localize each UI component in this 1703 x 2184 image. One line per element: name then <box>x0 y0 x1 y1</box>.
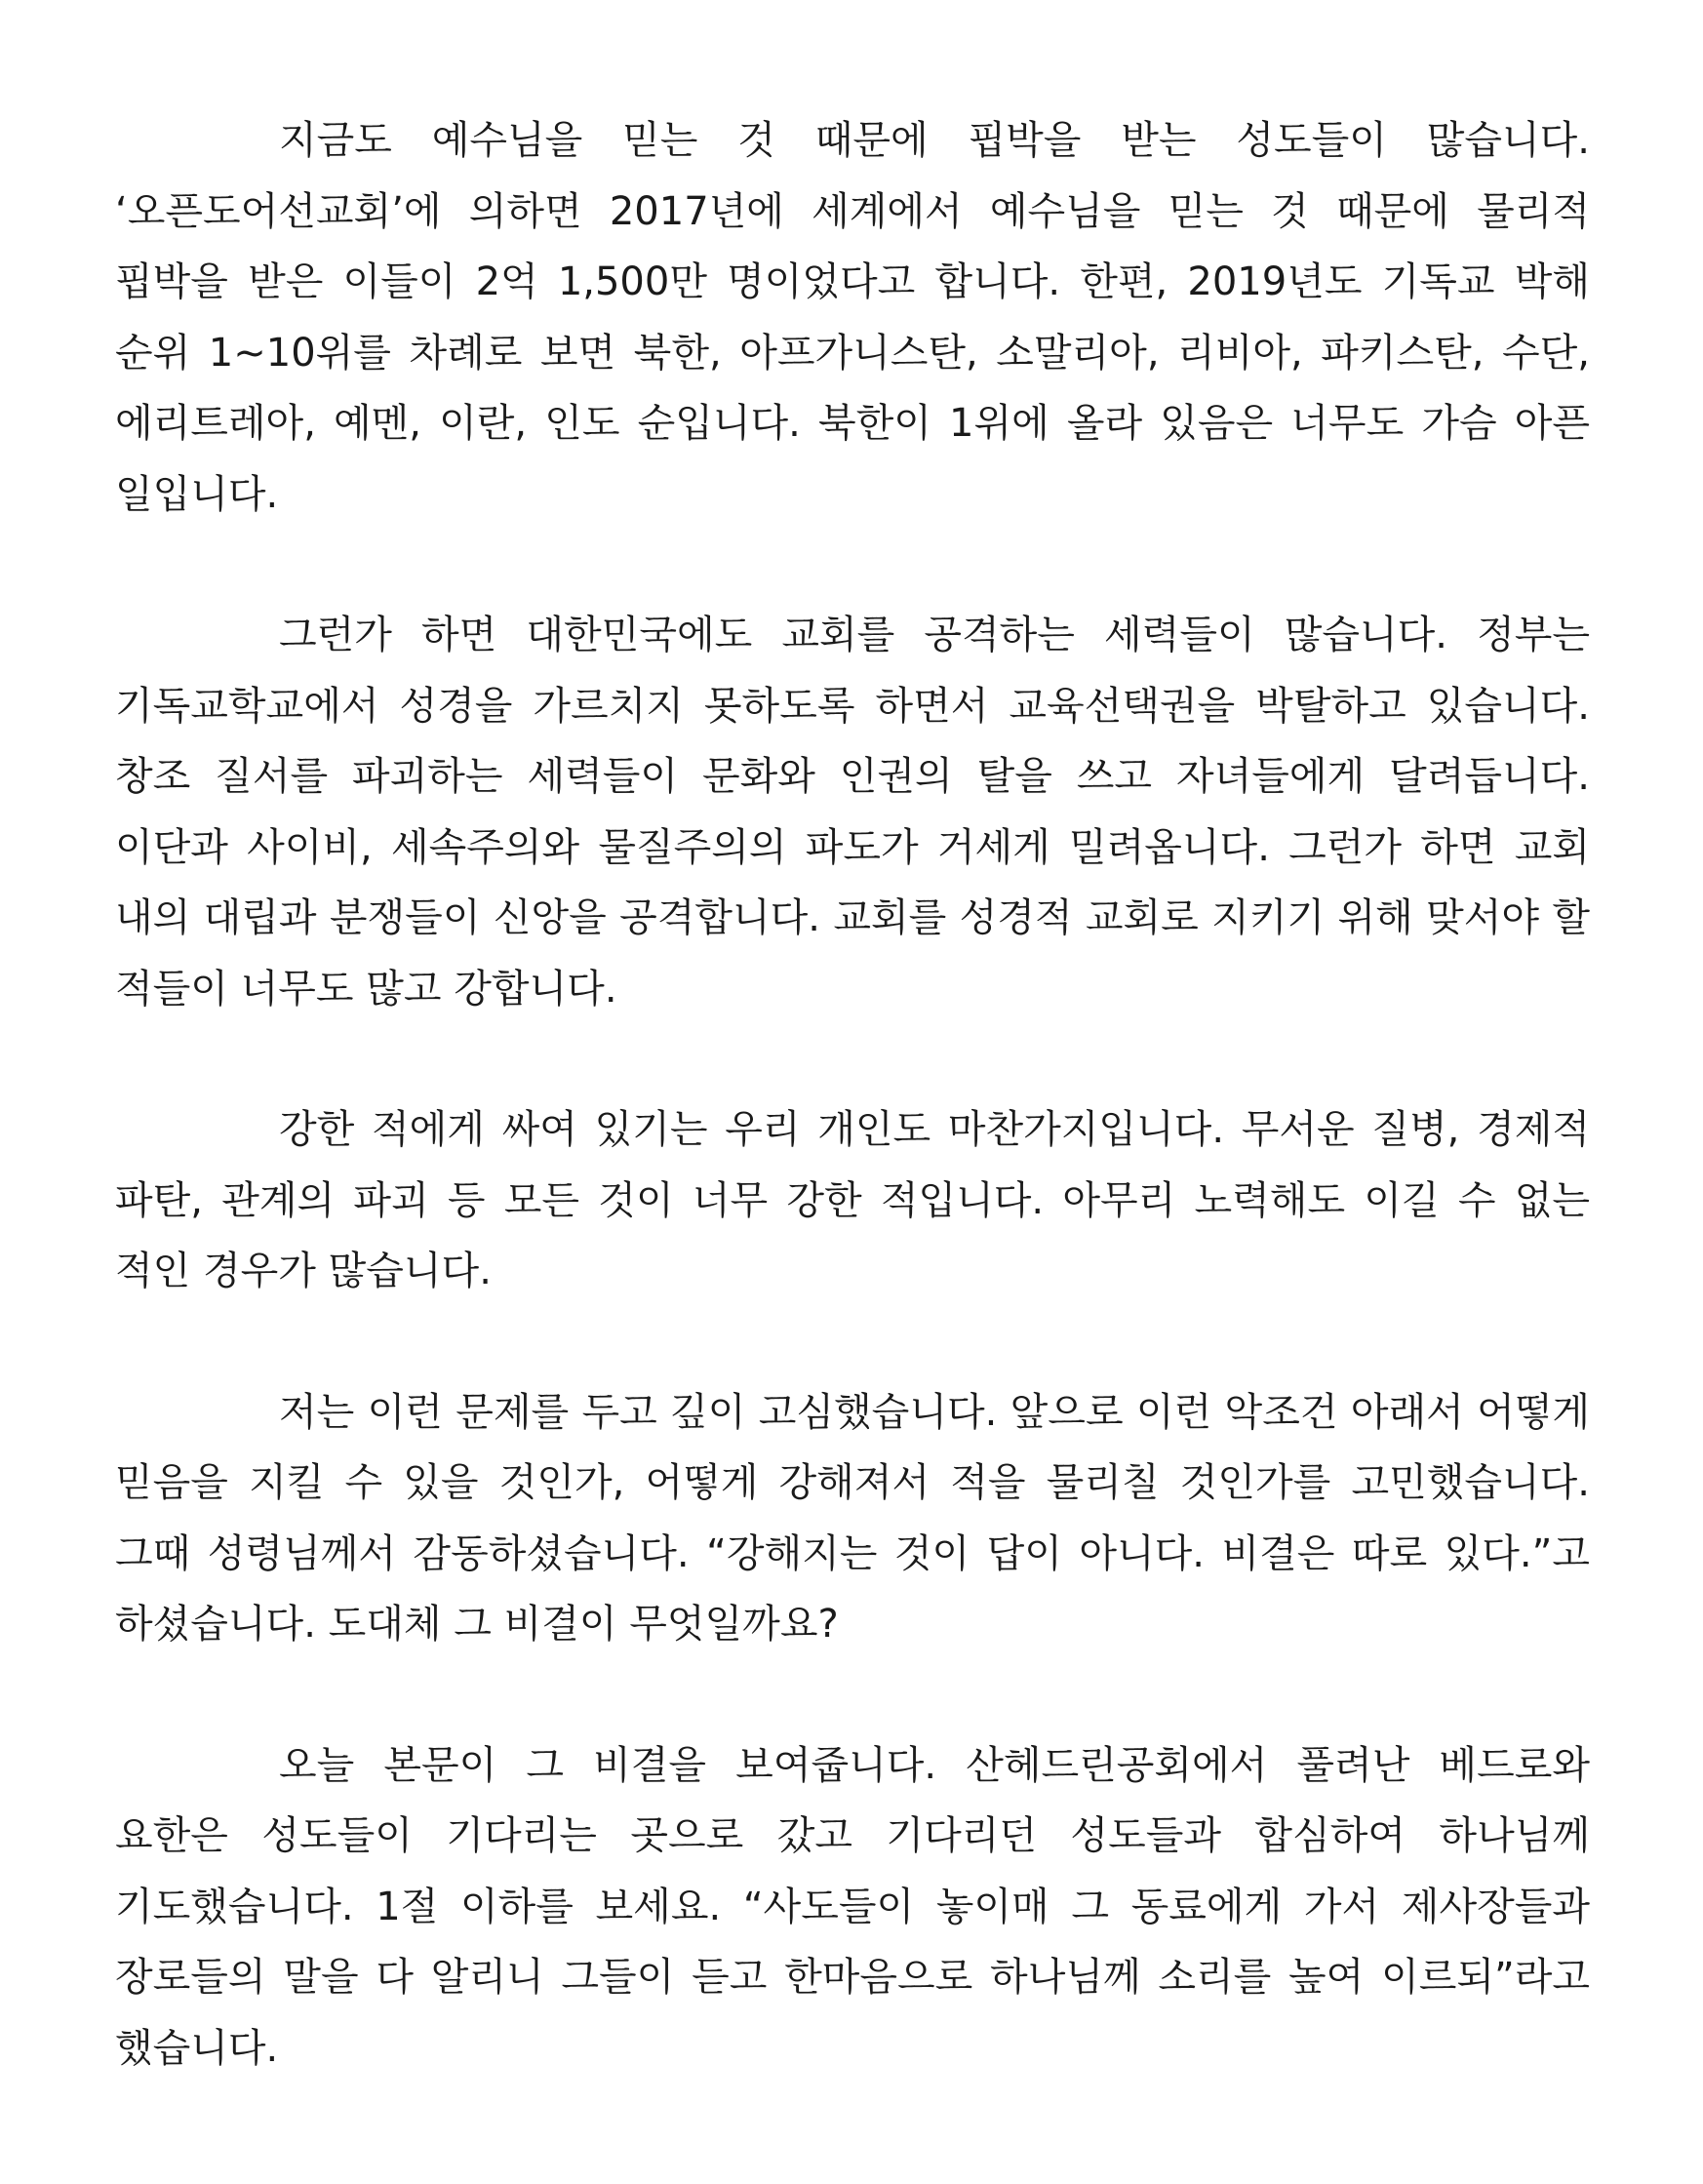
paragraph-scripture: 오늘 본문이 그 비결을 보여줍니다. 산헤드린공회에서 풀려난 베드로와 요한은 성도들이 기다리는 곳으로 갔고 기다리던 성도들과 합심하여 하나님께 기도했습니다. 1절 이하를 보세요. “사도들이 놓이매 그 동료에게 가서 제사장들과 장로들의 말을 다 알리니 그들이 듣고 한마음으로 하나님께 소리를 높여 이르되”라고 했습니다. <box>115 1742 1590 2071</box>
paragraph-secret: 저는 이런 문제를 두고 깊이 고심했습니다. 앞으로 이런 악조건 아래서 어떻게 믿음을 지킬 수 있을 것인가, 어떻게 강해져서 적을 물리칠 것인가를 고민했습니다. 그때 성령님께서 감동하셨습니다. “강해지는 것이 답이 아니다. 비결은 따로 있다.”고 하셨습니다. 도대체 그 비결이 무엇일까요? <box>115 1389 1590 1647</box>
document-page <box>115 105 1590 2154</box>
paragraph-personal-enemies: 강한 적에게 싸여 있기는 우리 개인도 마찬가지입니다. 무서운 질병, 경제적 파탄, 관계의 파괴 등 모든 것이 너무 강한 적입니다. 아무리 노력해도 이길 수 없는 적인 경우가 많습니다. <box>115 1107 1590 1293</box>
paragraph-persecution: 지금도 예수님을 믿는 것 때문에 핍박을 받는 성도들이 많습니다. ‘오픈도어선교회’에 의하면 2017년에 세계에서 예수님을 믿는 것 때문에 물리적 핍박을 받은 이들이 2억 1,500만 명이었다고 합니다. 한편, 2019년도 기독교 박해 순위 1~10위를 차례로 보면 북한, 아프가니스탄, 소말리아, 리비아, 파키스탄, 수단, 에리트레아, 예멘, 이란, 인도 순입니다. 북한이 1위에 올라 있음은 너무도 가슴 아픈 일입니다. <box>115 118 1590 517</box>
paragraph-korea-church: 그런가 하면 대한민국에도 교회를 공격하는 세력들이 많습니다. 정부는 기독교학교에서 성경을 가르치지 못하도록 하면서 교육선택권을 박탈하고 있습니다. 창조 질서를 파괴하는 세력들이 문화와 인권의 탈을 쓰고 자녀들에게 달려듭니다. 이단과 사이비, 세속주의와 물질주의의 파도가 거세게 밀려옵니다. 그런가 하면 교회 내의 대립과 분쟁들이 신앙을 공격합니다. 교회를 성경적 교회로 지키기 위해 맞서야 할 적들이 너무도 많고 강합니다. <box>115 613 1590 1012</box>
